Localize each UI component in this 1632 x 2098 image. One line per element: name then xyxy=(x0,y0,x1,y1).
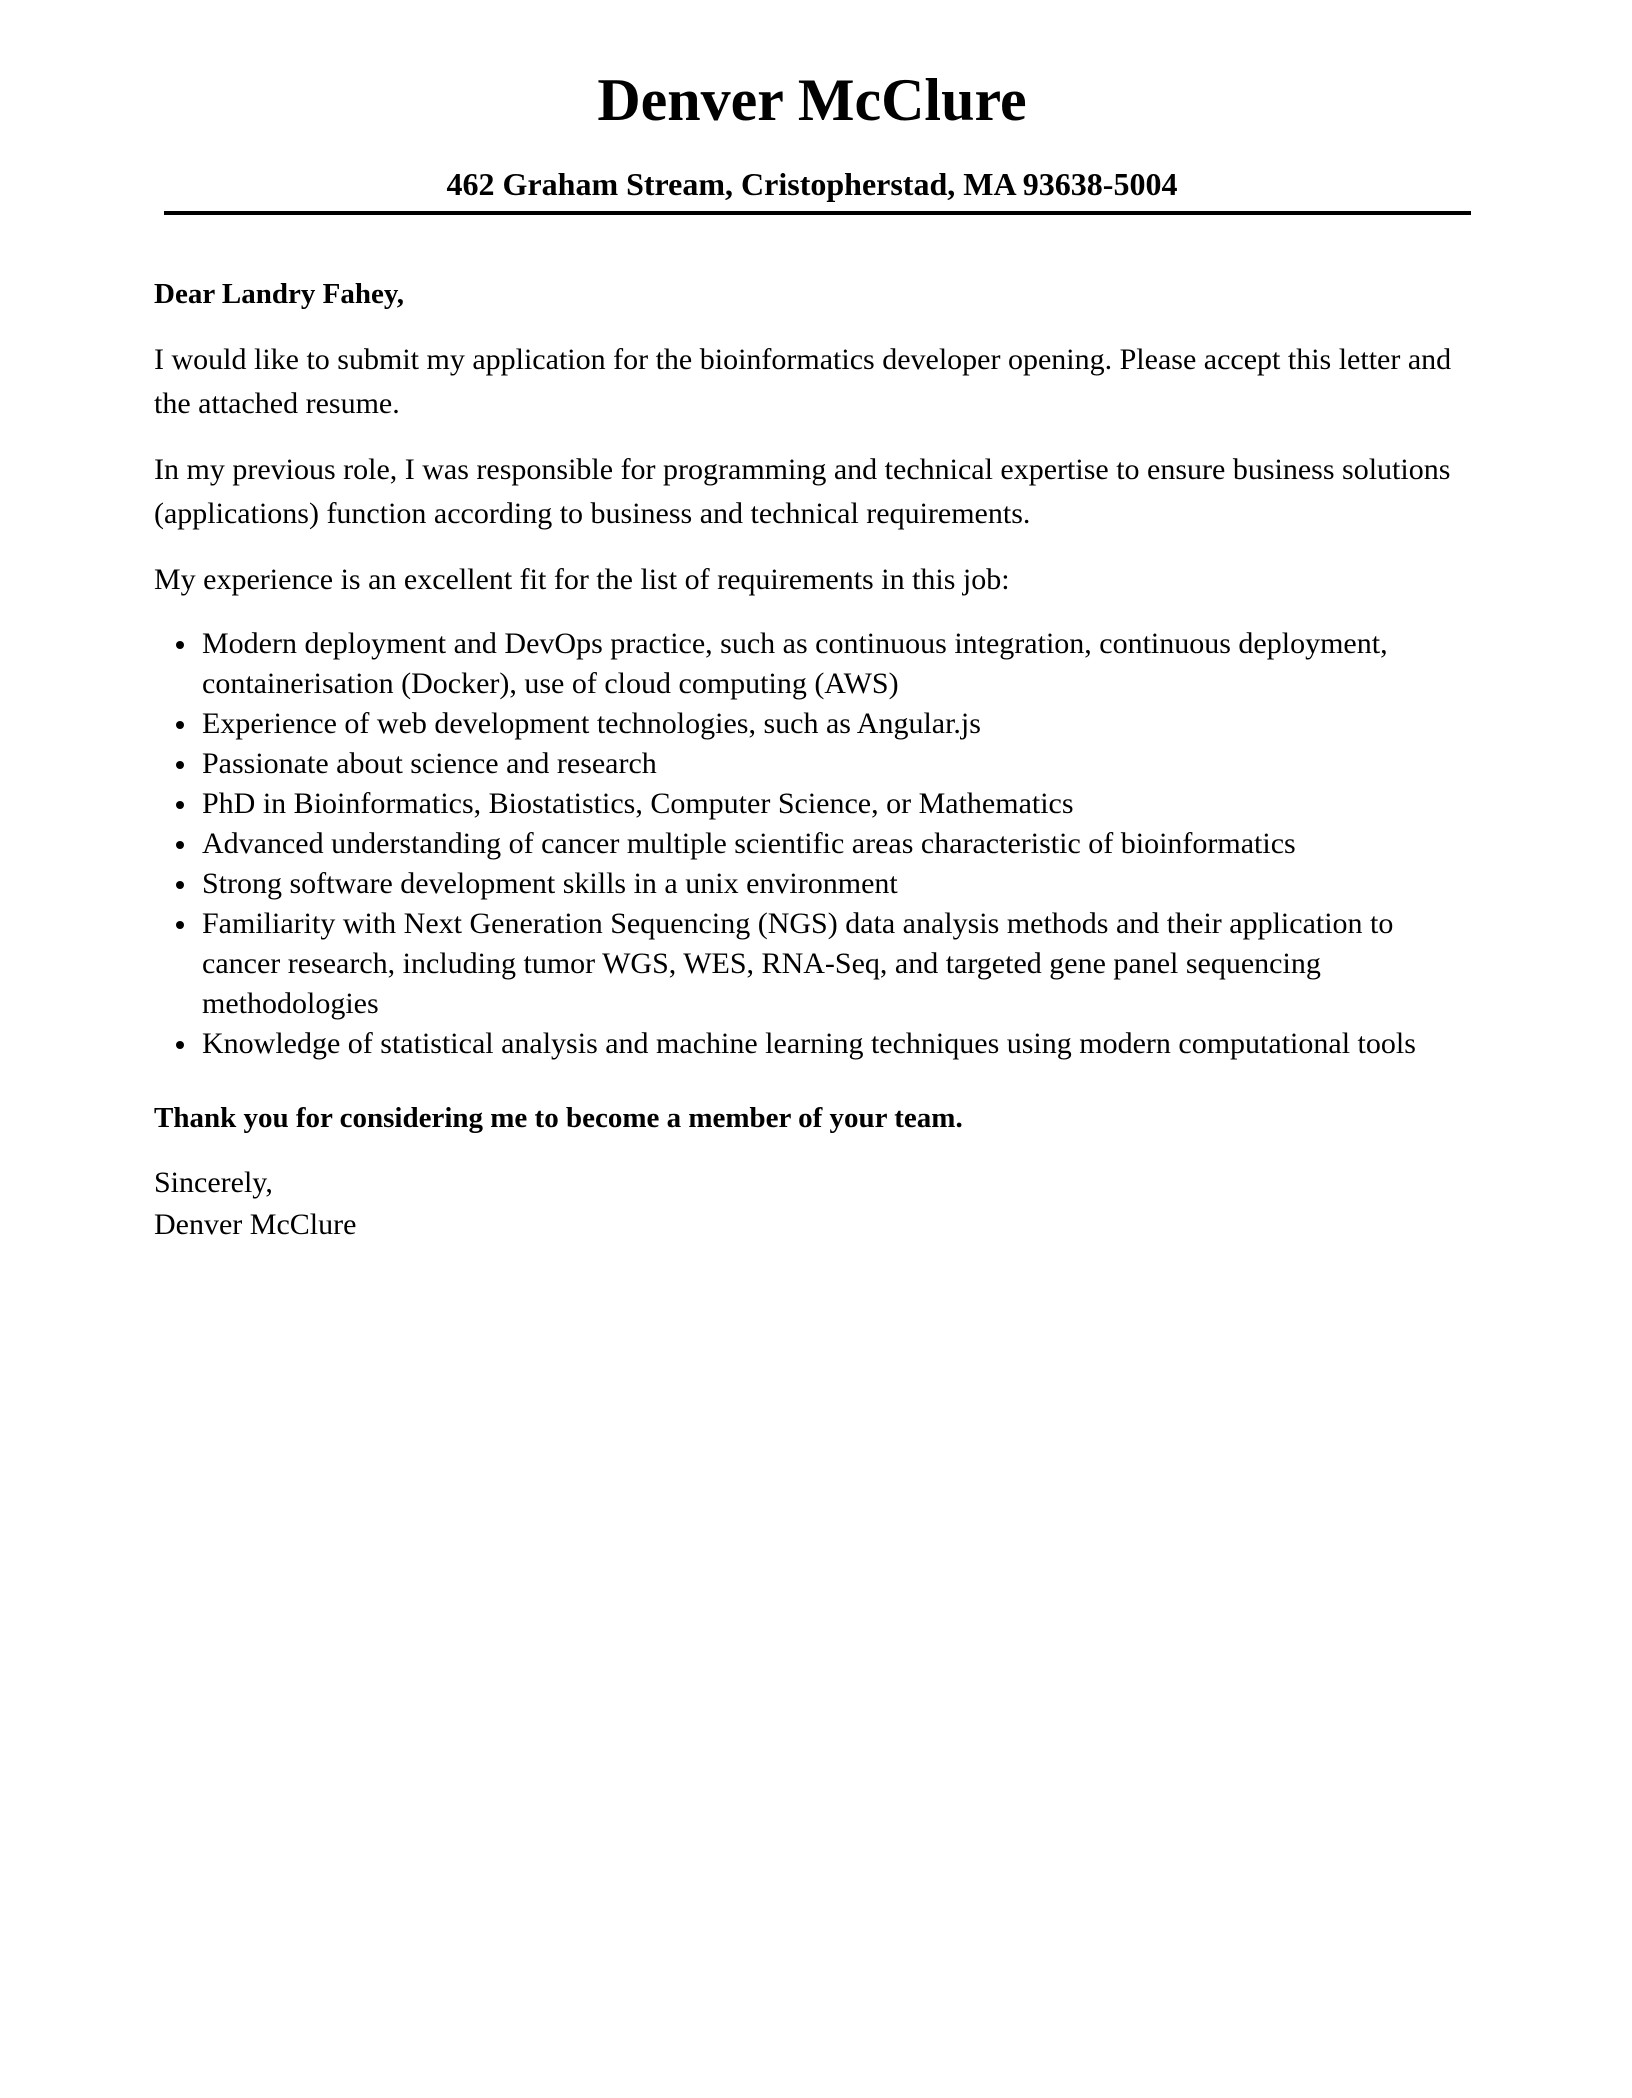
bullet-icon xyxy=(176,841,184,849)
bullet-icon xyxy=(176,641,184,649)
list-item-text: Familiarity with Next Generation Sequencing (NGS) data analysis methods and their application to cancer research, including tumor WGS, WES, RNA-Seq, and targeted gene panel sequencing methodologies xyxy=(202,907,1394,1020)
applicant-name: Denver McClure xyxy=(597,67,1027,133)
header-divider xyxy=(164,211,1471,215)
list-item-text: PhD in Bioinformatics, Biostatistics, Computer Science, or Mathematics xyxy=(202,787,1074,820)
paragraph-previous-role: In my previous role, I was responsible for programming and technical expertise to ensure business solutions (applications) function according to business and technical requirements. xyxy=(154,453,1451,530)
list-item-text: Modern deployment and DevOps practice, such as continuous integration, continuous deployment, containerisation (Docker), use of cloud computing (AWS) xyxy=(202,627,1388,700)
requirements-list xyxy=(154,624,1470,1064)
list-item xyxy=(202,744,1470,784)
signature-name: Denver McClure xyxy=(154,1208,357,1241)
list-item xyxy=(202,704,1470,744)
bullet-icon xyxy=(176,761,184,769)
bullet-icon xyxy=(176,921,184,929)
bullet-icon xyxy=(176,721,184,729)
list-item-text: Advanced understanding of cancer multiple scientific areas characteristic of bioinformatics xyxy=(202,827,1296,860)
thank-you-line: Thank you for considering me to become a member of your team. xyxy=(154,1102,963,1134)
sign-off: Sincerely, xyxy=(154,1166,273,1199)
list-item xyxy=(202,784,1470,824)
list-item xyxy=(202,1024,1470,1064)
list-item xyxy=(202,904,1470,1024)
paragraph-intro: I would like to submit my application for the bioinformatics developer opening. Please accept this letter and the attached resume. xyxy=(154,343,1452,420)
bullet-icon xyxy=(176,1041,184,1049)
list-item-text: Knowledge of statistical analysis and machine learning techniques using modern computational tools xyxy=(202,1027,1416,1060)
list-item-text: Passionate about science and research xyxy=(202,747,657,780)
applicant-address: 462 Graham Stream, Cristopherstad, MA 93638-5004 xyxy=(446,166,1178,202)
list-item xyxy=(202,864,1470,904)
letter-body xyxy=(154,272,1470,1246)
bullet-icon xyxy=(176,881,184,889)
list-item-text: Strong software development skills in a unix environment xyxy=(202,867,898,900)
list-item-text: Experience of web development technologies, such as Angular.js xyxy=(202,707,981,740)
bullet-icon xyxy=(176,801,184,809)
list-item xyxy=(202,824,1470,864)
paragraph-fit: My experience is an excellent fit for the list of requirements in this job: xyxy=(154,563,1010,596)
list-item xyxy=(202,624,1470,704)
greeting: Dear Landry Fahey, xyxy=(154,278,404,310)
